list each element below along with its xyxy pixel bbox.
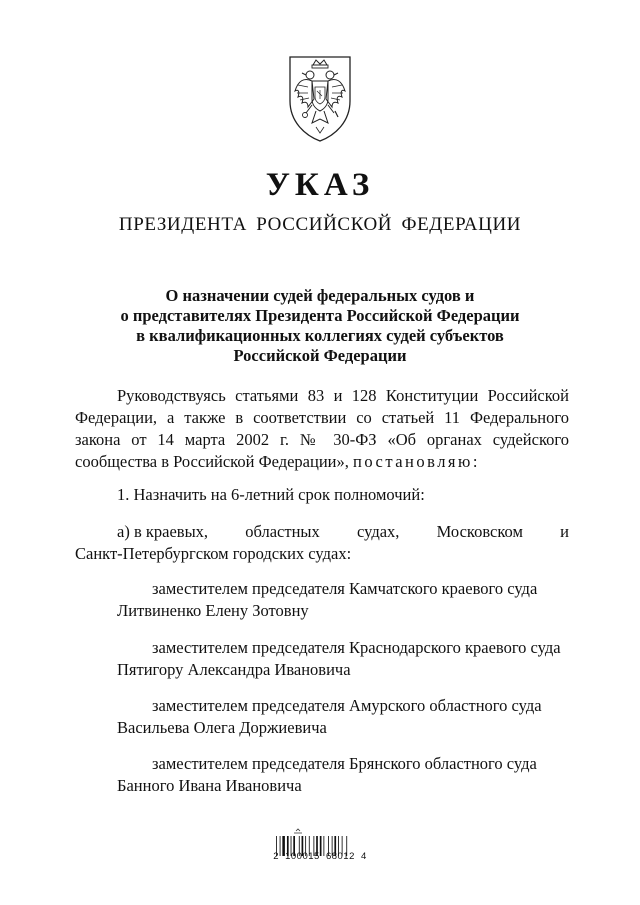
item-a-first-line [75,521,569,543]
appointment-name: Банного Ивана Ивановича [117,776,302,795]
heading-line: О назначении судей федеральных судов и [165,286,475,305]
appointment-name: Литвиненко Елену Зотовну [117,601,309,620]
decree-heading [60,286,580,366]
appointment-item [117,578,537,622]
appointment-name: Васильева Олега Доржиевича [117,718,327,737]
appointment-position: заместителем председателя Краснодарского краевого суда [152,638,561,657]
appointment-item [117,695,542,739]
state-emblem-icon [286,55,354,143]
item-a-word: а) в краевых, [117,522,209,541]
item-a-continuation: Санкт-Петербургском городских судах: [75,544,352,563]
appointment-position: заместителем председателя Амурского областного суда [152,696,542,715]
decree-title: УКАЗ [265,167,375,203]
decree-word: постановляю: [353,452,480,471]
item-a-word: судах, [357,522,400,541]
item-a-word: и [560,522,569,541]
item-a-word: Московском [436,522,523,541]
item-a-word: областных [245,522,320,541]
heading-line: Российской Федерации [233,346,407,365]
intro-paragraph [75,385,569,473]
item-a [75,521,569,565]
intro-text: Руководствуясь статьями 83 и 128 Конституции Российской Федерации, а также в соответствии со статьей 11 Федерального закона от 14 марта 2002 г. № 30-ФЗ «Об органах судейского сообщества в Российской Федерации», [75,386,569,471]
appointment-position: заместителем председателя Камчатского краевого суда [152,579,538,598]
appointment-position: заместителем председателя Брянского областного суда [152,754,537,773]
heading-line: о представителях Президента Российской Федерации [120,306,520,325]
barcode-number: 2 100015 68012 4 [273,851,367,862]
decree-subtitle: ПРЕЗИДЕНТА РОССИЙСКОЙ ФЕДЕРАЦИИ [118,214,522,235]
heading-line: в квалификационных коллегиях судей субъектов [136,326,504,345]
appointment-item [117,753,537,797]
appointment-item [117,637,561,681]
item-1: 1. Назначить на 6-летний срок полномочий: [117,485,425,504]
appointment-name: Пятигору Александра Ивановича [117,660,351,679]
